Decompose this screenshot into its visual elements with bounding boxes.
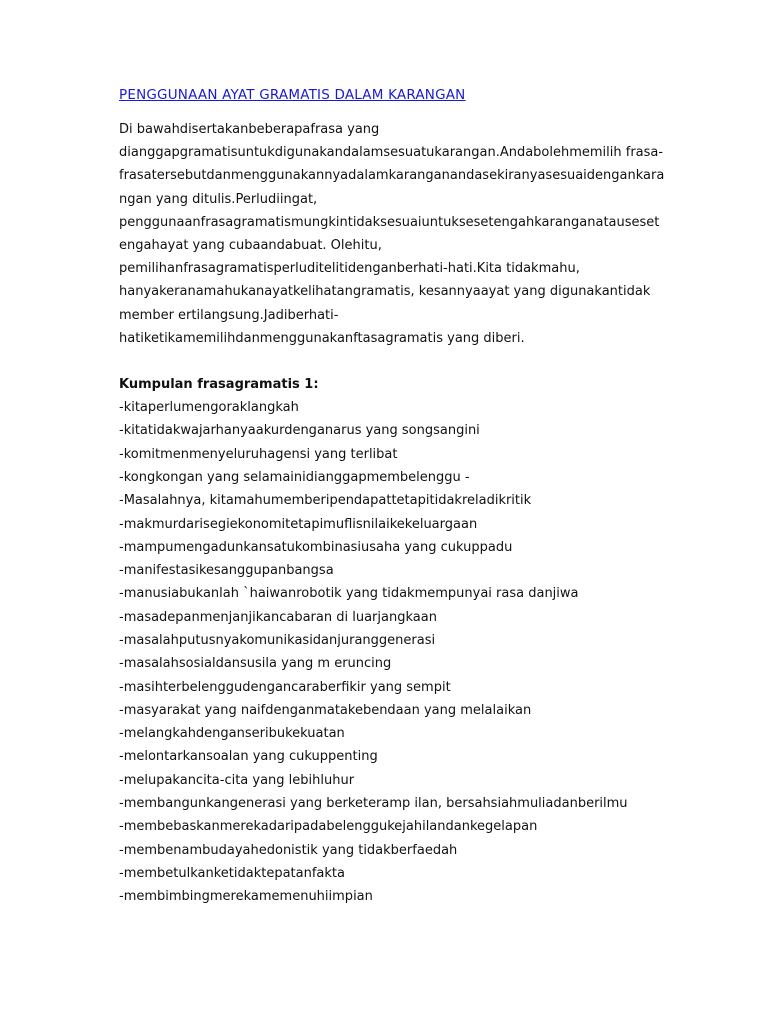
list-item: -masalahputusnyakomunikasidanjuranggenerasi — [119, 633, 436, 648]
intro-line: Di bawahdisertakanbeberapafrasa yang — [119, 122, 380, 137]
list-item: -manusiabukanlah `haiwanrobotik yang tidakmempunyai rasa danjiwa — [119, 586, 579, 602]
document-title: PENGGUNAAN AYAT GRAMATIS DALAM KARANGAN — [119, 87, 466, 103]
list-item: -masihterbelenggudengancaraberfikir yang sempit — [119, 679, 451, 695]
list-item: -kongkongan yang selamainidianggapmembelenggu - — [119, 469, 470, 485]
list-item: -melontarkansoalan yang cukuppenting — [119, 749, 378, 765]
phrase-list — [119, 396, 649, 909]
list-item: -membimbingmerekamemenuhiimpian — [119, 889, 373, 905]
list-item: -masalahsosialdansusila yang m eruncing — [119, 656, 392, 672]
list-item: -kitatidakwajarhanyaakurdenganarus yang songsangini — [119, 423, 480, 439]
list-item: -manifestasikesanggupanbangsa — [119, 563, 334, 579]
document-page — [119, 84, 665, 909]
list-item: -membenambudayahedonistik yang tidakberfaedah — [119, 842, 458, 858]
intro-line: ngan yang ditulis.Perludiingat, — [119, 191, 318, 207]
list-item: -makmurdarisegiekonomitetapimuflisnilaikekeluargaan — [119, 516, 478, 532]
list-item: -melupakancita-cita yang lebihluhur — [119, 772, 355, 788]
section-heading: Kumpulan frasagramatis 1: — [119, 377, 319, 393]
intro-line: engahayat yang cubaandabuat. Olehitu, — [119, 238, 382, 254]
list-item: -Masalahnya, kitamahumemberipendapattetapitidakreladikritik — [119, 493, 532, 509]
intro-line: pemilihanfrasagramatisperluditelitidenganberhati-hati.Kita tidakmahu, — [119, 261, 580, 277]
intro-line: member ertilangsung.Jadiberhati- — [119, 307, 339, 323]
list-item: -masadepanmenjanjikancabaran di luarjangkaan — [119, 609, 437, 625]
intro-line: dianggapgramatisuntukdigunakandalamsesuatukarangan.Andabolehmemilih frasa- — [119, 145, 664, 161]
intro-line: hatiketikamemilihdanmenggunakanftasagramatis yang diberi. — [119, 330, 525, 346]
intro-line: penggunaanfrasagramatismungkintidaksesuaiuntuksesetengahkaranganatauseset — [119, 214, 660, 230]
intro-line: frasatersebutdanmenggunakannyadalamkaranganandasekiranyasesuaidengankara — [119, 168, 665, 184]
list-item: -kitaperlumengoraklangkah — [119, 400, 299, 416]
list-item: -membangunkangenerasi yang berketeramp ilan, bersahsiahmuliadanberilmu — [119, 796, 628, 812]
list-item: -membetulkanketidaktepatanfakta — [119, 865, 345, 881]
intro-paragraph — [119, 118, 665, 350]
list-item: -mampumengadunkansatukombinasiusaha yang cukuppadu — [119, 539, 513, 555]
list-item: -komitmenmenyeluruhagensi yang terlibat — [119, 446, 398, 462]
list-item: -membebaskanmerekadaripadabelenggukejahilandankegelapan — [119, 819, 538, 835]
list-item: -masyarakat yang naifdenganmatakebendaan yang melalaikan — [119, 702, 532, 718]
list-item: -melangkahdenganseribukekuatan — [119, 726, 345, 742]
intro-line: hanyakeranamahukanayatkelihatangramatis, kesannyaayat yang digunakantidak — [119, 284, 651, 300]
